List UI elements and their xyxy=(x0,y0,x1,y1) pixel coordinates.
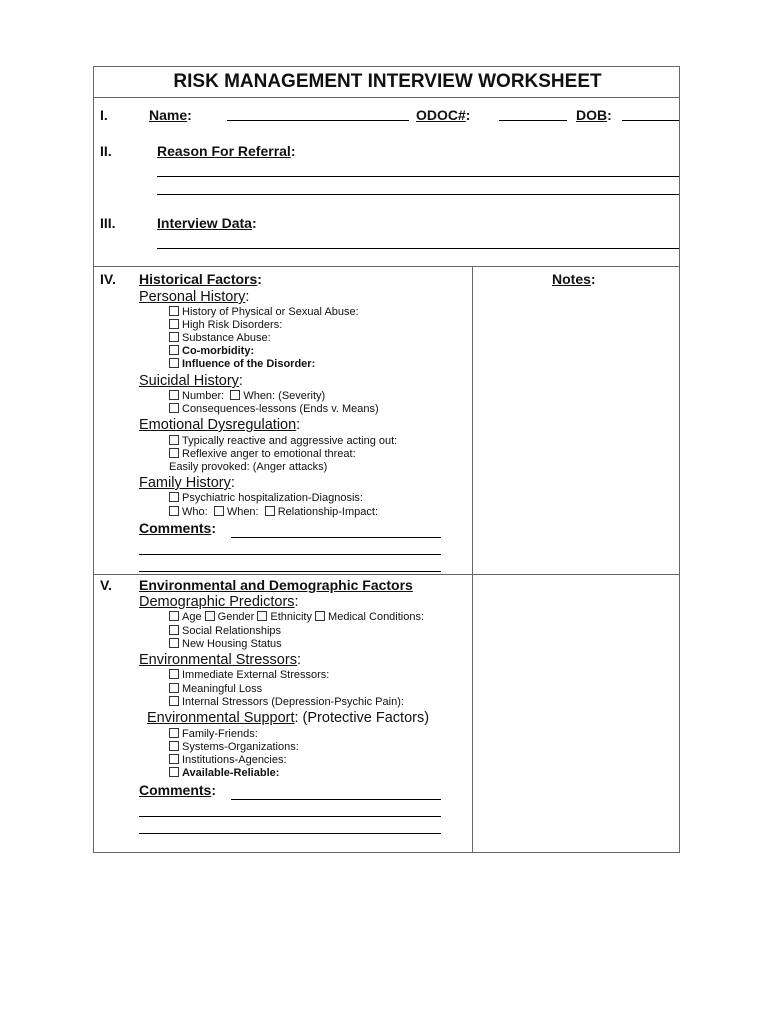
emotional-dysregulation-label: Emotional Dysregulation: xyxy=(139,417,301,433)
checkbox-item[interactable]: Substance Abuse: xyxy=(169,332,271,345)
divider xyxy=(94,574,679,575)
checkbox-icon[interactable] xyxy=(230,390,240,400)
checkbox-item[interactable]: Psychiatric hospitalization-Diagnosis: xyxy=(169,492,363,505)
page-title: RISK MANAGEMENT INTERVIEW WORKSHEET xyxy=(173,71,602,92)
name-field[interactable] xyxy=(227,120,409,121)
checkbox-item[interactable]: Influence of the Disorder: xyxy=(169,358,315,371)
name-label: Name: xyxy=(149,107,192,123)
worksheet-form xyxy=(93,66,680,853)
odoc-field[interactable] xyxy=(499,120,567,121)
checkbox-icon[interactable] xyxy=(169,390,179,400)
referral-label: Reason For Referral: xyxy=(157,143,296,159)
checkbox-item[interactable]: Number: When: (Severity) xyxy=(169,390,325,403)
environmental-stressors-label: Environmental Stressors: xyxy=(139,652,301,668)
suicidal-history-label: Suicidal History: xyxy=(139,373,243,389)
checkbox-item[interactable]: Reflexive anger to emotional threat: xyxy=(169,448,356,461)
divider xyxy=(94,97,679,98)
checkbox-item[interactable]: Systems-Organizations: xyxy=(169,741,299,754)
comments-line[interactable] xyxy=(231,799,441,800)
checkbox-item[interactable]: Age Gender Ethnicity Medical Conditions: xyxy=(169,611,424,624)
checkbox-item[interactable]: Available-Reliable: xyxy=(169,767,279,780)
checkbox-icon[interactable] xyxy=(169,448,179,458)
family-history-label: Family History: xyxy=(139,475,235,491)
historical-factors-heading: Historical Factors: xyxy=(139,271,262,287)
odoc-label: ODOC#: xyxy=(416,107,471,123)
checkbox-icon[interactable] xyxy=(169,506,179,516)
comments-line[interactable] xyxy=(139,833,441,834)
personal-history-label: Personal History: xyxy=(139,289,250,305)
checkbox-item[interactable]: History of Physical or Sexual Abuse: xyxy=(169,306,359,319)
dob-label: DOB: xyxy=(576,107,612,123)
checkbox-item[interactable]: Co-morbidity: xyxy=(169,345,254,358)
notes-label: Notes: xyxy=(552,271,596,287)
checkbox-icon[interactable] xyxy=(265,506,275,516)
checkbox-icon[interactable] xyxy=(169,625,179,635)
interview-data-label: Interview Data: xyxy=(157,215,257,231)
checkbox-item[interactable]: High Risk Disorders: xyxy=(169,319,282,332)
section-5-numeral: V. xyxy=(100,577,112,593)
checkbox-icon[interactable] xyxy=(169,358,179,368)
notes-column-divider xyxy=(472,267,473,852)
section-3-numeral: III. xyxy=(100,215,116,231)
checkbox-icon[interactable] xyxy=(315,611,325,621)
checkbox-icon[interactable] xyxy=(257,611,267,621)
checkbox-icon[interactable] xyxy=(169,696,179,706)
checkbox-icon[interactable] xyxy=(169,767,179,777)
comments-line[interactable] xyxy=(139,554,441,555)
checkbox-item[interactable]: Immediate External Stressors: xyxy=(169,669,329,682)
interview-data-line[interactable] xyxy=(157,248,679,249)
demographic-predictors-label: Demographic Predictors: xyxy=(139,594,299,610)
checkbox-icon[interactable] xyxy=(169,492,179,502)
checkbox-icon[interactable] xyxy=(169,435,179,445)
checkbox-icon[interactable] xyxy=(169,683,179,693)
checkbox-icon[interactable] xyxy=(205,611,215,621)
checkbox-item[interactable]: Internal Stressors (Depression-Psychic Pain): xyxy=(169,696,404,709)
environmental-support-label: Environmental Support: (Protective Factors) xyxy=(147,710,430,726)
section-1-numeral: I. xyxy=(100,107,108,123)
checkbox-item[interactable]: Social Relationships xyxy=(169,625,281,638)
checkbox-icon[interactable] xyxy=(169,319,179,329)
environmental-factors-heading: Environmental and Demographic Factors xyxy=(139,577,413,593)
checkbox-icon[interactable] xyxy=(169,403,179,413)
checkbox-item[interactable]: Consequences-lessons (Ends v. Means) xyxy=(169,403,379,416)
checkbox-item[interactable]: Typically reactive and aggressive acting out: xyxy=(169,435,397,448)
checkbox-icon[interactable] xyxy=(169,345,179,355)
referral-line[interactable] xyxy=(157,176,679,177)
checkbox-item[interactable]: New Housing Status xyxy=(169,638,282,651)
checkbox-item[interactable]: Meaningful Loss xyxy=(169,683,262,696)
comments-line[interactable] xyxy=(139,571,441,572)
checkbox-icon[interactable] xyxy=(169,741,179,751)
comments-label: Comments: xyxy=(139,520,217,536)
checkbox-item[interactable]: Who: When: Relationship-Impact: xyxy=(169,506,378,519)
checkbox-icon[interactable] xyxy=(169,728,179,738)
checkbox-item[interactable]: Institutions-Agencies: xyxy=(169,754,287,767)
plain-item: Easily provoked: (Anger attacks) xyxy=(169,461,328,473)
section-2-numeral: II. xyxy=(100,143,112,159)
comments-line[interactable] xyxy=(231,537,441,538)
checkbox-item[interactable]: Family-Friends: xyxy=(169,728,258,741)
checkbox-icon[interactable] xyxy=(169,754,179,764)
comments-label: Comments: xyxy=(139,782,217,798)
checkbox-icon[interactable] xyxy=(169,306,179,316)
divider xyxy=(94,266,679,267)
checkbox-icon[interactable] xyxy=(169,332,179,342)
checkbox-icon[interactable] xyxy=(214,506,224,516)
checkbox-icon[interactable] xyxy=(169,669,179,679)
comments-line[interactable] xyxy=(139,816,441,817)
section-4-numeral: IV. xyxy=(100,271,116,287)
referral-line[interactable] xyxy=(157,194,679,195)
dob-field[interactable] xyxy=(622,120,679,121)
checkbox-icon[interactable] xyxy=(169,611,179,621)
checkbox-icon[interactable] xyxy=(169,638,179,648)
